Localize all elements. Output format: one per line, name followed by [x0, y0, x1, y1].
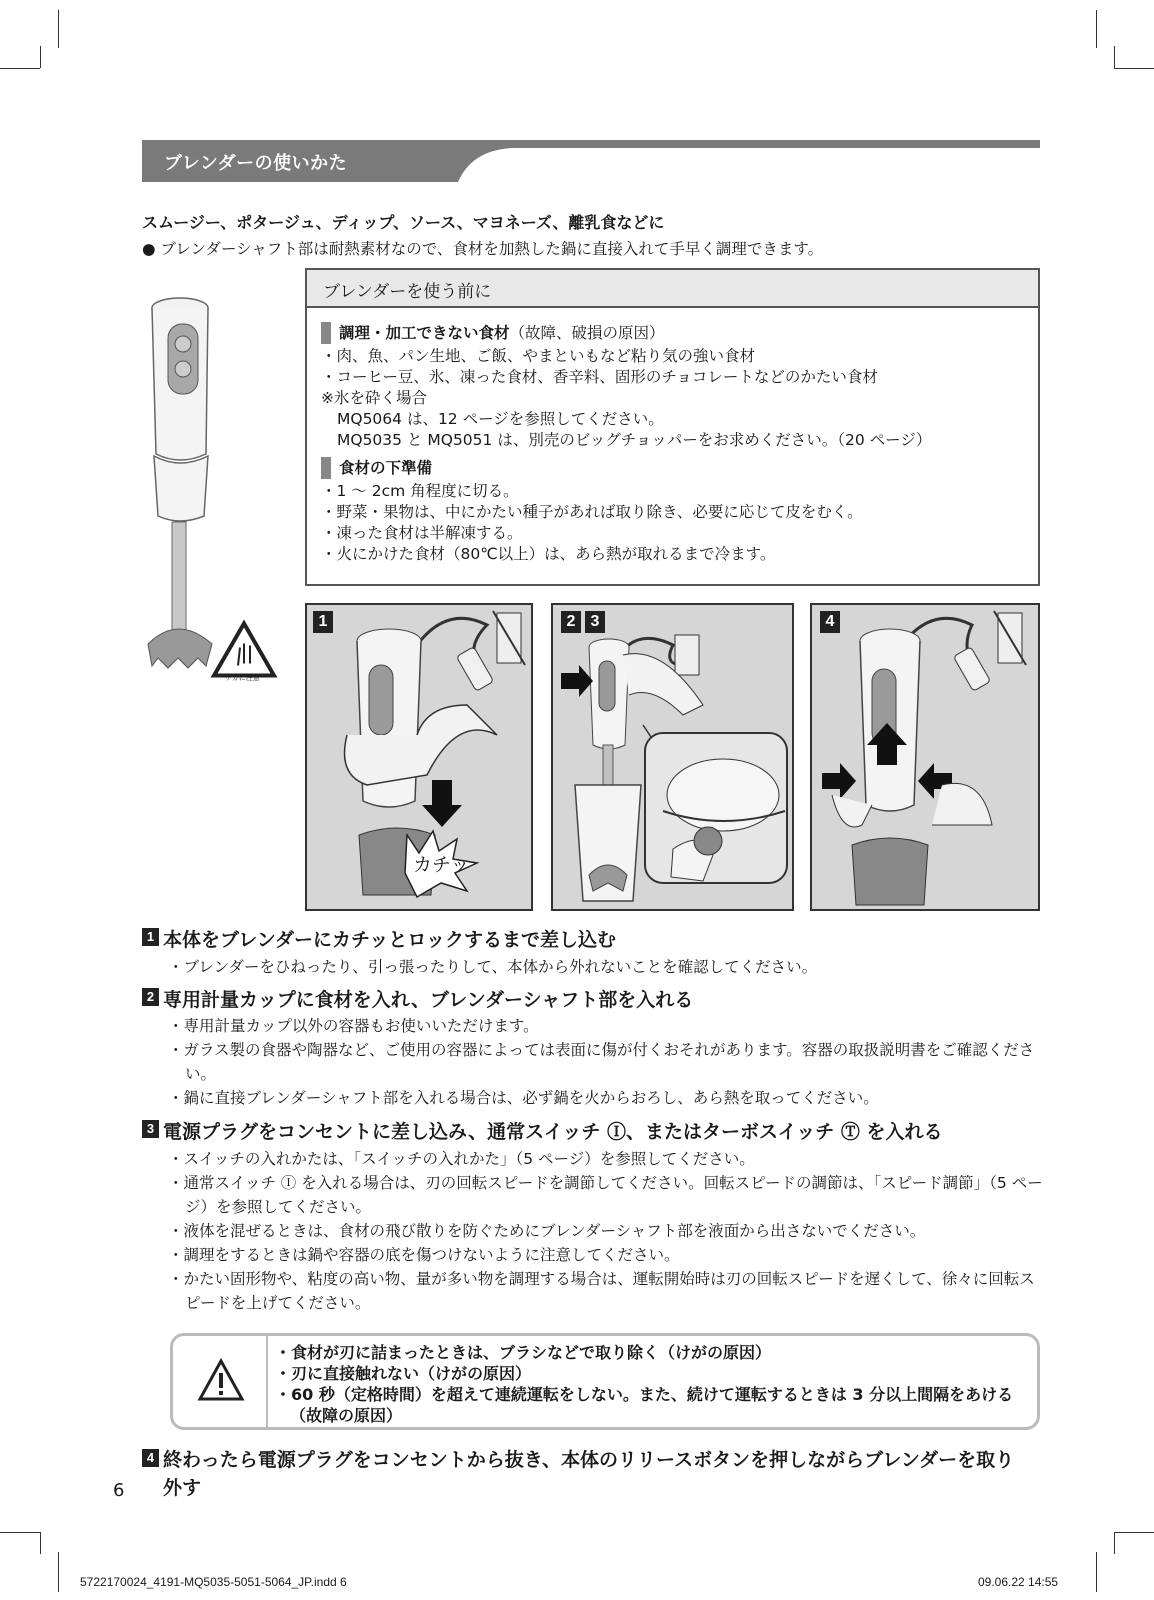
step4-illustration [810, 603, 1040, 911]
prep-item: ・凍った食材は半解凍する。 [321, 524, 523, 542]
unsuitable-item: ・肉、魚、パン生地、ご飯、やまといもなど粘り気の強い食材 [321, 347, 756, 365]
step3-notes [168, 1147, 1048, 1315]
step3-heading: 3 電源プラグをコンセントに差し込み、通常スイッチ Ⓘ、またはターボスイッチ Ⓣ を入れる [142, 1117, 942, 1144]
list-item: ・通常スイッチ Ⓘ を入れる場合は、刃の回転スピードを調節してください。回転スピードの調節は、「スピード調節」（5 ページ）を参照してください。 [168, 1174, 1043, 1216]
panel-number: 3 [585, 611, 605, 633]
step1-heading: 1 本体をブレンダーにカチッとロックするまで差し込む [142, 925, 616, 952]
panel-number: 4 [820, 611, 840, 633]
crop-mark [0, 1532, 40, 1533]
ice-note-line: MQ5035 と MQ5051 は、別売のビッグチョッパーをお求めください。（20 ページ） [337, 431, 932, 449]
ice-note: ※氷を砕く場合 [321, 389, 427, 407]
caution-box [170, 1333, 1040, 1430]
crop-mark [1096, 1552, 1097, 1592]
list-item: ・鍋に直接ブレンダーシャフト部を入れる場合は、必ず鍋を火からおろし、あら熱を取ってください。 [168, 1089, 879, 1107]
section-title: ブレンダーの使いかた [164, 153, 348, 174]
caution-icon [197, 1358, 245, 1402]
crop-mark [40, 1532, 41, 1554]
crop-mark [1114, 1532, 1154, 1533]
unsuitable-food-heading: 調理・加工できない食材 （故障、破損の原因） [321, 322, 1024, 344]
step4-heading: 4 終わったら電源プラグをコンセントから抜き、本体のリリースボタンを押しながらブレンダーを取り外す [142, 1446, 1032, 1502]
warning-caption: ケガに注意 [225, 674, 260, 682]
step1-illustration [305, 603, 533, 911]
intro-heading: スムージー、ポタージュ、ディップ、ソース、マヨネーズ、離乳食などに [142, 213, 665, 232]
food-prep-heading: 食材の下準備 [321, 457, 1024, 479]
crop-mark [40, 46, 41, 68]
caution-item: ・食材が刃に詰まったときは、ブラシなどで取り除く（けがの原因） [275, 1343, 772, 1362]
step2-notes [168, 1014, 1048, 1110]
prep-item: ・火にかけた食材（80℃以上）は、あら熱が取れるまで冷ます。 [321, 545, 776, 563]
crop-mark [1114, 1532, 1115, 1554]
crop-mark [58, 10, 59, 48]
ice-note-line: MQ5064 は、12 ページを参照してください。 [337, 410, 664, 428]
section-title-bar [142, 140, 1040, 182]
before-use-box [305, 268, 1040, 586]
prep-item: ・1 〜 2cm 角程度に切る。 [321, 482, 519, 500]
step2-3-illustration [551, 603, 794, 911]
list-item: ・専用計量カップ以外の容器もお使いいただけます。 [168, 1017, 539, 1035]
crop-mark [1114, 68, 1154, 69]
page-number: 6 [113, 1480, 125, 1501]
footer-timestamp: 09.06.22 14:55 [978, 1575, 1059, 1589]
list-item: ・ブレンダーをひねったり、引っ張ったりして、本体から外れないことを確認してください。 [168, 958, 818, 976]
crop-mark [1096, 10, 1097, 48]
before-use-title: ブレンダーを使う前に [307, 270, 1038, 308]
prep-item: ・野菜・果物は、中にかたい種子があれば取り除き、必要に応じて皮をむく。 [321, 503, 863, 521]
panel-number: 2 [561, 611, 581, 633]
footer-filename: 5722170024_4191-MQ5035-5051-5064_JP.indd 6 [80, 1575, 347, 1589]
list-item: ・液体を混ぜるときは、食材の飛び散りを防ぐためにブレンダーシャフト部を液面から出さないでください。 [168, 1222, 926, 1240]
intro-bullet: ● ブレンダーシャフト部は耐熱素材なので、食材を加熱した鍋に直接入れて手早く調理できます。 [142, 240, 824, 258]
caution-item: ・60 秒（定格時間）を超えて連続運転をしない。また、続けて運転するときは 3 分以上間隔をあける（故障の原因） [275, 1385, 1014, 1425]
crop-mark [0, 68, 40, 69]
unsuitable-item: ・コーヒー豆、氷、凍った食材、香辛料、固形のチョコレートなどのかたい食材 [321, 368, 878, 386]
list-item: ・調理をするときは鍋や容器の底を傷つけないように注意してください。 [168, 1246, 680, 1264]
step2-heading: 2 専用計量カップに食材を入れ、ブレンダーシャフト部を入れる [142, 985, 693, 1012]
step1-notes [168, 955, 1048, 979]
crop-mark [58, 1552, 59, 1592]
list-item: ・かたい固形物や、粘度の高い物、量が多い物を調理する場合は、運転開始時は刃の回転スピードを遅くして、徐々に回転スピードを上げてください。 [168, 1270, 1035, 1312]
panel-number: 1 [313, 611, 333, 633]
crop-mark [1114, 46, 1115, 68]
click-sound-label: カチッ [413, 854, 470, 876]
list-item: ・ガラス製の食器や陶器など、ご使用の容器によっては表面に傷が付くおそれがあります。容器の取扱説明書をご確認ください。 [168, 1041, 1035, 1083]
caution-item: ・刃に直接触れない（けがの原因） [275, 1364, 532, 1383]
list-item: ・スイッチの入れかたは、「スイッチの入れかた」（5 ページ）を参照してください。 [168, 1150, 755, 1168]
